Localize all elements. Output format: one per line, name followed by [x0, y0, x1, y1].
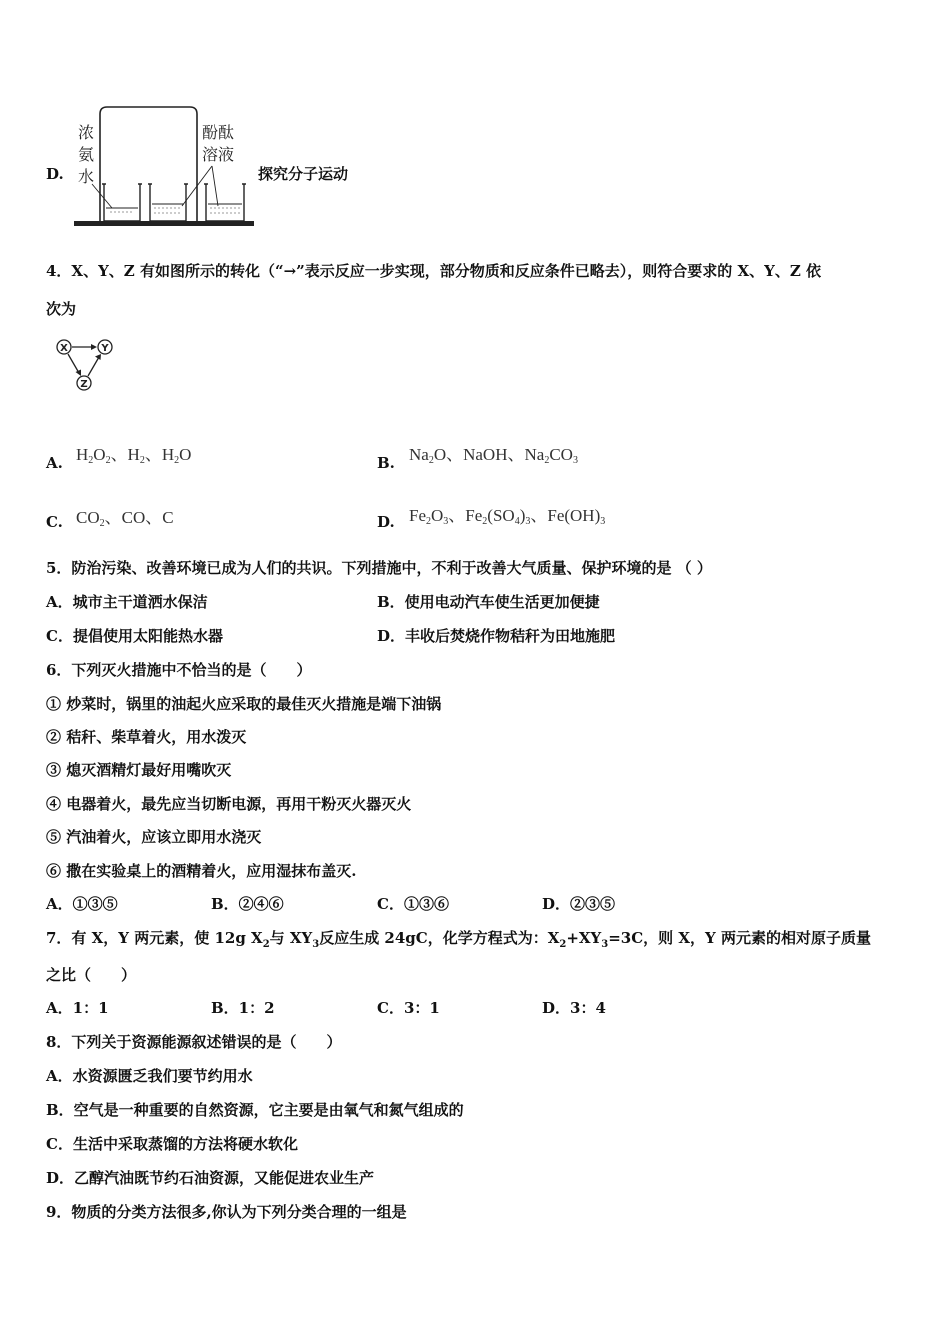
- q4-option-b-label: B.: [377, 454, 395, 472]
- beaker-phenolphthalein: [204, 184, 246, 221]
- q8-option-d: D．乙醇汽油既节约石油资源，又能促进农业生产: [46, 1169, 375, 1187]
- q4-stem-line1: 4．X、Y、Z 有如图所示的转化（“→”表示反应一步实现，部分物质和反应条件已略去），则符合要求的 X、Y、Z 依: [46, 262, 822, 280]
- q4-option-a-formula: $H_2O_2$、$H_2$、$H_2O$: [76, 445, 192, 466]
- q4-option-d-formula: $Fe_2O_3$、$Fe_2(SO_4)_3$、$Fe(OH)_3$: [409, 506, 606, 527]
- node-x-label: X: [60, 343, 68, 354]
- q7-option-c: C．3：1: [377, 999, 440, 1017]
- q3-option-d-text: 探究分子运动: [258, 165, 349, 183]
- apparatus-label-ammonia-1: 浓: [78, 123, 95, 142]
- arrow-x-to-z: [68, 354, 79, 373]
- q5-stem: 5．防治污染、改善环境已成为人们的共识。下列措施中，不利于改善大气质量、保护环境的是 （ ）: [46, 559, 712, 577]
- q5-option-d: D．丰收后焚烧作物秸秆为田地施肥: [377, 627, 616, 645]
- q6-option-c: C．①③⑥: [377, 895, 449, 913]
- q3-option-d-label: D.: [46, 165, 64, 183]
- q6-item-4: ④ 电器着火，最先应当切断电源，再用干粉灭火器灭火: [46, 795, 412, 813]
- q4-option-d-label: D.: [377, 513, 395, 531]
- q8-stem: 8．下列关于资源能源叙述错误的是（ ）: [46, 1033, 342, 1051]
- q6-item-1: ① 炒菜时，锅里的油起火应采取的最佳灭火措施是端下油锅: [46, 695, 442, 713]
- apparatus-label-phenolphthalein-1: 酚酞: [202, 123, 235, 142]
- q6-option-b: B．②④⑥: [211, 895, 284, 913]
- q8-option-b: B．空气是一种重要的自然资源，它主要是由氧气和氮气组成的: [46, 1101, 464, 1119]
- node-z-label: Z: [80, 379, 88, 390]
- q4-option-c-label: C.: [46, 513, 63, 531]
- q6-item-5: ⑤ 汽油着火，应该立即用水浇灭: [46, 828, 262, 846]
- q6-item-2: ② 秸秆、柴草着火，用水泼灭: [46, 728, 247, 746]
- q7-option-b: B．1：2: [211, 999, 275, 1017]
- q7-stem-line1: 7．有 X，Y 两元素，使 12g $X_2$与 $XY_3$反应生成 24gC，化学方程式为：$X_2+XY_3=3C$，则 X，Y 两元素的相对原子质量: [46, 929, 871, 950]
- q5-option-b: B．使用电动汽车使生活更加便捷: [377, 593, 600, 611]
- arrow-z-to-y: [88, 357, 99, 376]
- q7-option-a: A．1：1: [46, 999, 109, 1017]
- xyz-transformation-diagram: [54, 336, 118, 396]
- apparatus-label-ammonia-2: 氨: [78, 145, 95, 164]
- beaker-middle: [148, 184, 188, 221]
- q6-item-6: ⑥ 撒在实验桌上的酒精着火，应用湿抹布盖灭.: [46, 862, 357, 880]
- q4-option-c-formula: $CO_2$、CO、C: [76, 508, 174, 529]
- q8-option-c: C．生活中采取蒸馏的方法将硬水软化: [46, 1135, 298, 1153]
- q6-option-d: D．②③⑤: [542, 895, 616, 913]
- apparatus-label-ammonia-3: 水: [78, 167, 95, 186]
- q4-option-a-label: A.: [46, 454, 63, 472]
- q9-stem: 9．物质的分类方法很多,你认为下列分类合理的一组是: [46, 1203, 407, 1221]
- q5-option-a: A．城市主干道洒水保洁: [46, 593, 208, 611]
- q6-item-3: ③ 熄灭酒精灯最好用嘴吹灭: [46, 761, 232, 779]
- q5-option-c: C．提倡使用太阳能热水器: [46, 627, 223, 645]
- base-plate: [74, 221, 254, 226]
- node-y-label: Y: [101, 343, 109, 354]
- q7-stem-line2: 之比（ ）: [46, 966, 137, 984]
- q4-stem-line2: 次为: [46, 300, 77, 318]
- apparatus-label-phenolphthalein-2: 溶液: [202, 145, 235, 164]
- q6-stem: 6．下列灭火措施中不恰当的是（ ）: [46, 661, 312, 679]
- q8-option-a: A．水资源匮乏我们要节约用水: [46, 1067, 253, 1085]
- molecule-motion-apparatus: [72, 104, 257, 232]
- q4-option-b-formula: $Na_2O$、NaOH、$Na_2CO_3$: [409, 445, 578, 466]
- q6-option-a: A．①③⑤: [46, 895, 118, 913]
- q7-option-d: D．3：4: [542, 999, 606, 1017]
